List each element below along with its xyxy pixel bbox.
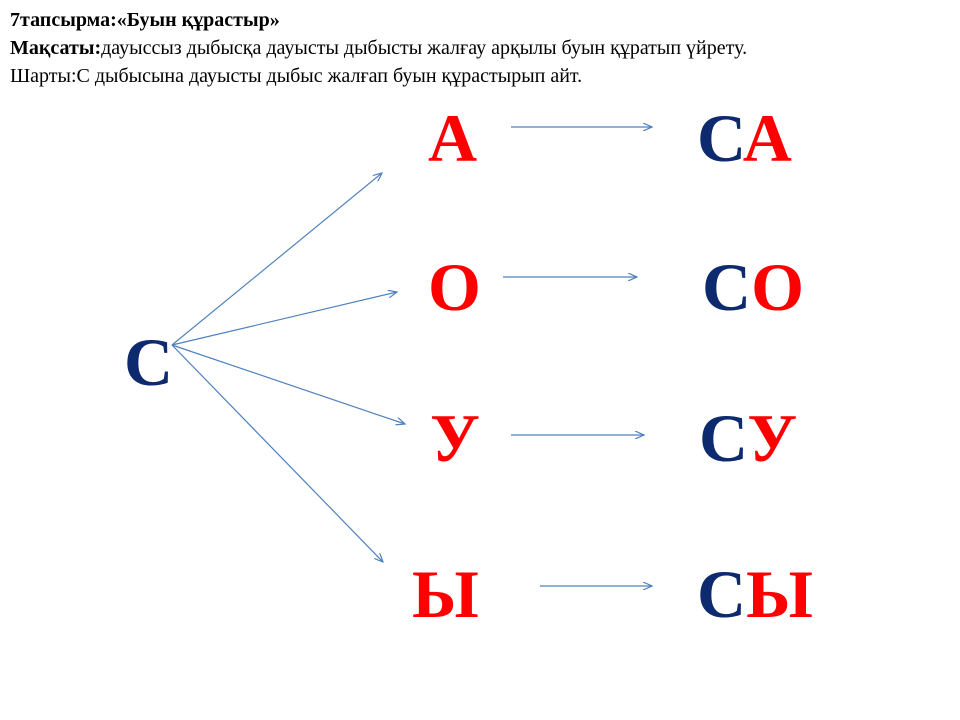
- goal-label: Мақсаты:: [10, 37, 102, 59]
- syllable-consonant: С: [699, 400, 748, 476]
- vowel-u: У: [430, 400, 480, 476]
- syllable-vowel: А: [742, 100, 792, 176]
- syllable-consonant: С: [697, 100, 743, 176]
- syllable-su: [699, 400, 798, 476]
- syllable-consonant: С: [702, 249, 752, 325]
- fan-arrow-2: [172, 292, 397, 345]
- vowel-a: А: [428, 100, 478, 176]
- task-title: 7тапсырма:«Буын құрастыр»: [10, 9, 280, 31]
- syllable-vowel: О: [751, 249, 805, 325]
- fan-arrow-3: [172, 345, 405, 424]
- fan-arrow-1: [172, 173, 382, 345]
- syllable-vowel: Ы: [746, 556, 813, 632]
- vowel-y: Ы: [412, 556, 479, 632]
- syllable-sy: [697, 556, 813, 632]
- vowel-o: О: [428, 249, 481, 325]
- syllable-so: [702, 249, 805, 325]
- syllable-sa: [697, 100, 792, 176]
- task-condition: Шарты:С дыбысына дауысты дыбыс жалғап буын құрастырып айт.: [10, 65, 583, 87]
- syllable-vowel: У: [747, 400, 798, 476]
- syllable-consonant: С: [697, 556, 747, 632]
- fan-arrow-4: [172, 345, 383, 562]
- goal-text: дауыссыз дыбысқа дауысты дыбысты жалғау арқылы буын құратып үйрету.: [101, 37, 748, 59]
- root-letter: С: [124, 324, 174, 400]
